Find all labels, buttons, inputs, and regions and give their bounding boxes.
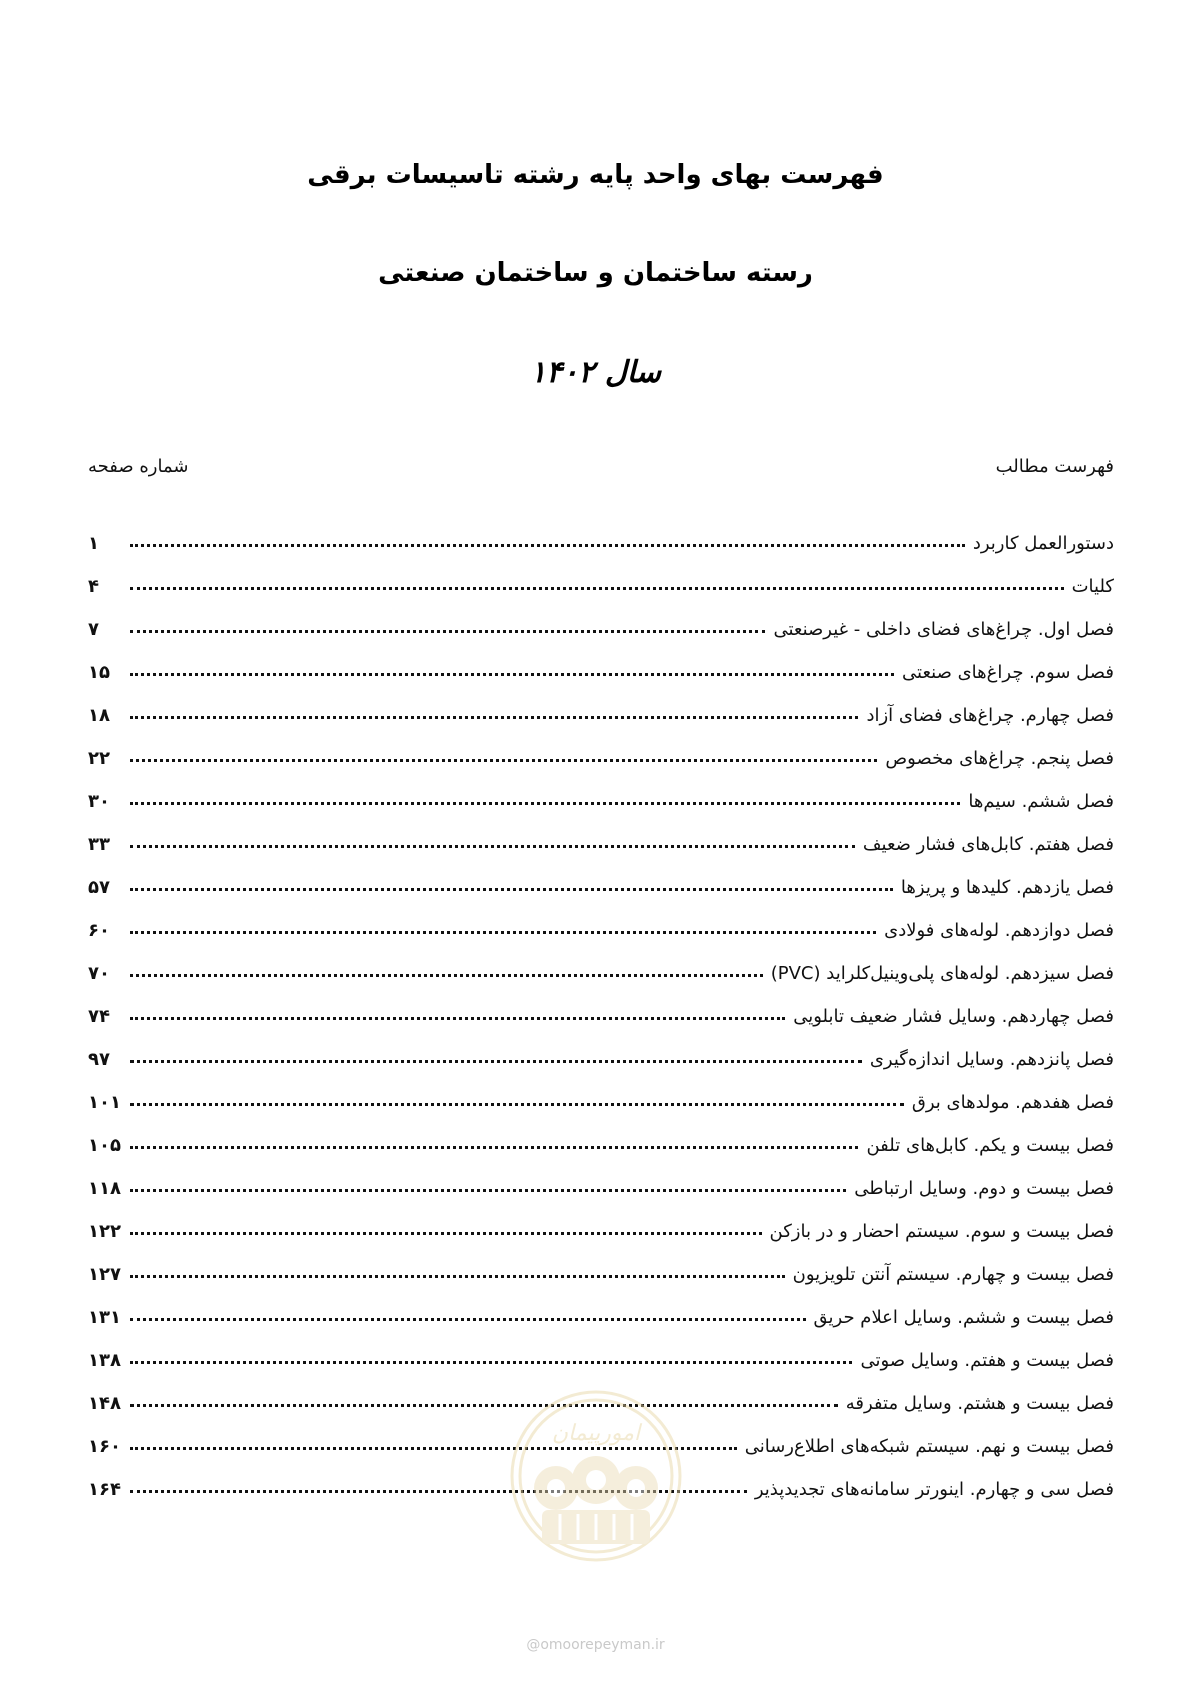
watermark-logo-text: امورپیمان: [551, 1421, 641, 1446]
toc-entry-title: فصل بیست و هشتم. وسایل متفرقه: [845, 1393, 1114, 1414]
dot-leader: [130, 1275, 785, 1278]
dot-leader: [130, 1103, 904, 1106]
toc-entry: [88, 905, 1114, 941]
toc-entry-title: فصل بیست و سوم. سیستم احضار و در بازکن: [769, 1221, 1114, 1242]
toc-entry-page: ۳۳: [88, 834, 110, 855]
dot-leader: [130, 630, 765, 633]
toc-entry-page: ۱۴۸: [88, 1393, 121, 1414]
toc-entry-title: دستورالعمل کاربرد: [972, 533, 1114, 554]
dot-leader: [130, 716, 858, 719]
dot-leader: [130, 1361, 852, 1364]
toc-entry: [88, 690, 1114, 726]
contents-label: فهرست مطالب: [995, 456, 1114, 477]
toc-header: [88, 456, 1114, 486]
toc-entry-page: ۱۳۱: [88, 1307, 121, 1328]
toc-entry-title: فصل بیست و چهارم. سیستم آنتن تلویزیون: [792, 1264, 1114, 1285]
toc-entry: [88, 733, 1114, 769]
toc-entry-page: ۶۰: [88, 920, 110, 941]
toc-entry-page: ۱۲۲: [88, 1221, 121, 1242]
toc-entry: [88, 1292, 1114, 1328]
toc-entry-title: فصل سوم. چراغ‌های صنعتی: [902, 662, 1114, 683]
toc-entry: [88, 1335, 1114, 1371]
toc-entry-title: فصل دوازدهم. لوله‌های فولادی: [884, 920, 1114, 941]
toc-entry-page: ۷۰: [88, 963, 110, 984]
toc-entry: [88, 561, 1114, 597]
toc-entry-title: فصل سیزدهم. لوله‌های پلی‌وینیل‌کلراید (PVC): [770, 963, 1114, 984]
toc-entry-title: فصل بیست و ششم. وسایل اعلام حریق: [813, 1307, 1114, 1328]
dot-leader: [130, 587, 1064, 590]
toc-entry-page: ۱۶۴: [88, 1479, 121, 1500]
dot-leader: [130, 1146, 858, 1149]
dot-leader: [130, 974, 763, 977]
toc-entry-page: ۱: [88, 533, 99, 554]
toc-entry-title: فصل بیست و نهم. سیستم شبکه‌های اطلاع‌رسانی: [744, 1436, 1114, 1457]
toc-entry-page: ۱۶۰: [88, 1436, 121, 1457]
toc-entry-page: ۵۷: [88, 877, 110, 898]
toc-entry: [88, 604, 1114, 640]
dot-leader: [130, 1189, 846, 1192]
dot-leader: [130, 1060, 862, 1063]
toc-entry-title: فصل بیست و دوم. وسایل ارتباطی: [854, 1178, 1114, 1199]
toc-entry-title: فصل اول. چراغ‌های فضای داخلی - غیرصنعتی: [773, 619, 1114, 640]
toc-entry-page: ۳۰: [88, 791, 110, 812]
toc-entry-page: ۱۲۷: [88, 1264, 121, 1285]
dot-leader: [130, 1404, 838, 1407]
toc-entry-page: ۷: [88, 619, 99, 640]
toc-entry: [88, 991, 1114, 1027]
toc-entry-page: ۱۱۸: [88, 1178, 121, 1199]
dot-leader: [130, 802, 960, 805]
dot-leader: [130, 673, 894, 676]
document-title: فهرست بهای واحد پایه رشته تاسیسات برقی: [307, 160, 884, 190]
toc-entry: [88, 1249, 1114, 1285]
toc-entry-title: فصل چهارم. چراغ‌های فضای آزاد: [866, 705, 1114, 726]
page-number-label: شماره صفحه: [88, 456, 189, 477]
dot-leader: [130, 888, 893, 891]
toc-entry: [88, 1077, 1114, 1113]
toc-entry: [88, 518, 1114, 554]
toc-entry-page: ۱۰۱: [88, 1092, 121, 1113]
toc-entry-page: ۱۳۸: [88, 1350, 121, 1371]
dot-leader: [130, 931, 876, 934]
toc-entry-title: فصل پانزدهم. وسایل اندازه‌گیری: [869, 1049, 1114, 1070]
dot-leader: [130, 544, 965, 547]
toc-entry: [88, 948, 1114, 984]
toc-entry: [88, 1206, 1114, 1242]
toc-entry-title: فصل هفدهم. مولدهای برق: [911, 1092, 1114, 1113]
document-subtitle: رسته ساختمان و ساختمان صنعتی: [378, 258, 813, 288]
document-year: سال ۱۴۰۲: [530, 355, 661, 390]
dot-leader: [130, 759, 877, 762]
watermark-url: @omoorepeyman.ir: [526, 1637, 665, 1653]
dot-leader: [130, 1017, 785, 1020]
dot-leader: [130, 845, 855, 848]
toc-entry: [88, 1163, 1114, 1199]
dot-leader: [130, 1232, 762, 1235]
toc-entry-page: ۹۷: [88, 1049, 110, 1070]
toc-entry-page: ۱۰۵: [88, 1135, 121, 1156]
toc-entry-page: ۱۵: [88, 662, 110, 683]
toc-entry-page: ۴: [88, 576, 99, 597]
toc-entry-page: ۷۴: [88, 1006, 110, 1027]
toc-entry-title: فصل چهاردهم. وسایل فشار ضعیف تابلویی: [793, 1006, 1114, 1027]
toc-entry: [88, 862, 1114, 898]
toc-entry: [88, 1120, 1114, 1156]
watermark-logo: [508, 1388, 684, 1564]
toc-entry-page: ۲۲: [88, 748, 110, 769]
toc-entry-title: فصل بیست و هفتم. وسایل صوتی: [860, 1350, 1114, 1371]
toc-entry: [88, 776, 1114, 812]
toc-entry-title: فصل هفتم. کابل‌های فشار ضعیف: [862, 834, 1114, 855]
toc-entry-title: فصل ششم. سیم‌ها: [968, 791, 1114, 812]
toc-entry-title: فصل بیست و یکم. کابل‌های تلفن: [866, 1135, 1114, 1156]
toc-entry: [88, 1034, 1114, 1070]
toc-entry: [88, 647, 1114, 683]
toc-entry: [88, 819, 1114, 855]
dot-leader: [130, 1318, 806, 1321]
toc-entry-title: فصل یازدهم. کلیدها و پریزها: [900, 877, 1114, 898]
toc-entry-page: ۱۸: [88, 705, 110, 726]
toc-entry-title: کلیات: [1071, 576, 1114, 597]
toc-entry-title: فصل سی و چهارم. اینورتر سامانه‌های تجدیدپذیر: [754, 1479, 1114, 1500]
toc-entry-title: فصل پنجم. چراغ‌های مخصوص: [885, 748, 1114, 769]
